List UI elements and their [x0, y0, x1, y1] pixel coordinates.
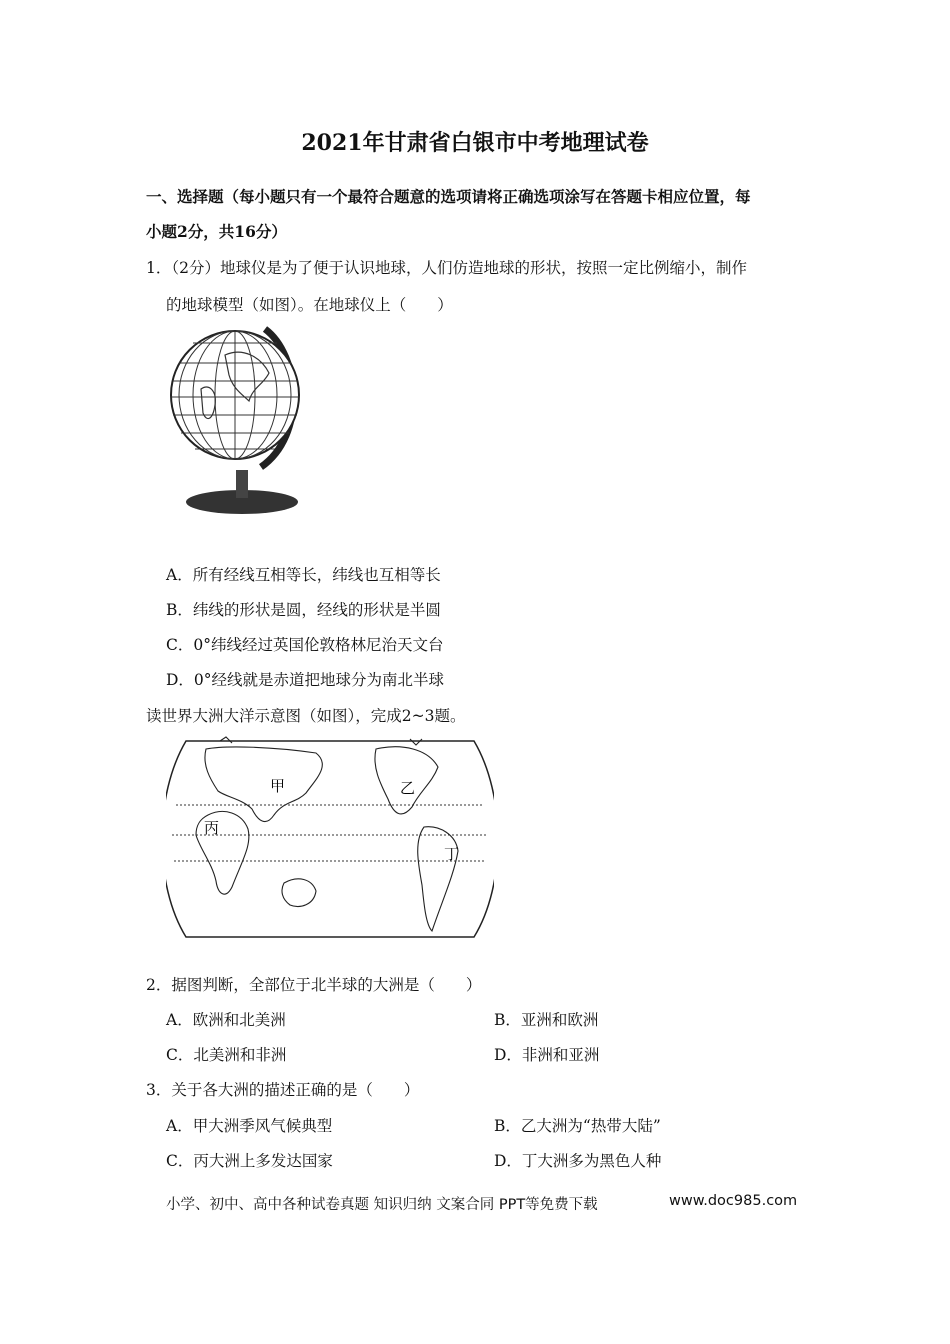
footer-text: 小学、初中、高中各种试卷真题 知识归纳 文案合同 PPT等免费下载	[166, 1197, 598, 1213]
q3-stem: 3．关于各大洲的描述正确的是（ ）	[146, 1081, 420, 1099]
q1-option-d: D．0°经线就是赤道把地球分为南北半球	[166, 671, 445, 689]
globe-illustration	[165, 325, 315, 520]
world-map	[166, 735, 494, 943]
q1-stem-line2: 的地球模型（如图）。在地球仪上（ ）	[166, 296, 453, 314]
q1-option-a: A．所有经线互相等长，纬线也互相等长	[166, 566, 441, 584]
q1-stem-line1: 1．（2分）地球仪是为了便于认识地球，人们仿造地球的形状，按照一定比例缩小，制作	[146, 259, 747, 277]
map-label-ding: 丁	[444, 845, 460, 863]
q2-option-c: C．北美洲和非洲	[166, 1046, 287, 1064]
q3-option-a: A．甲大洲季风气候典型	[166, 1117, 333, 1135]
q3-option-c: C．丙大洲上多发达国家	[166, 1152, 333, 1170]
map-label-jia: 甲	[270, 777, 286, 795]
q2-option-d: D．非洲和亚洲	[494, 1046, 600, 1064]
section-heading-line1: 一、选择题（每小题只有一个最符合题意的选项请将正确选项涂写在答题卡相应位置，每	[146, 187, 751, 206]
q3-option-d: D．丁大洲多为黑色人种	[494, 1152, 662, 1170]
map-intro: 读世界大洲大洋示意图（如图），完成2~3题。	[146, 707, 466, 725]
q3-option-b: B．乙大洲为“热带大陆”	[494, 1117, 661, 1135]
q2-option-a: A．欧洲和北美洲	[166, 1011, 286, 1029]
q2-option-b: B．亚洲和欧洲	[494, 1011, 599, 1029]
footer-url-link[interactable]: www.doc985.com	[669, 1193, 798, 1209]
map-label-bing: 丙	[204, 819, 220, 837]
page-title: 2021年甘肃省白银市中考地理试卷	[301, 130, 649, 156]
map-label-yi: 乙	[400, 779, 416, 797]
q1-option-c: C．0°纬线经过英国伦敦格林尼治天文台	[166, 636, 444, 654]
q2-stem: 2．据图判断，全部位于北半球的大洲是（ ）	[146, 976, 482, 994]
section-heading-line2: 小题2分，共16分）	[146, 222, 287, 241]
q1-option-b: B．纬线的形状是圆，经线的形状是半圆	[166, 601, 441, 619]
